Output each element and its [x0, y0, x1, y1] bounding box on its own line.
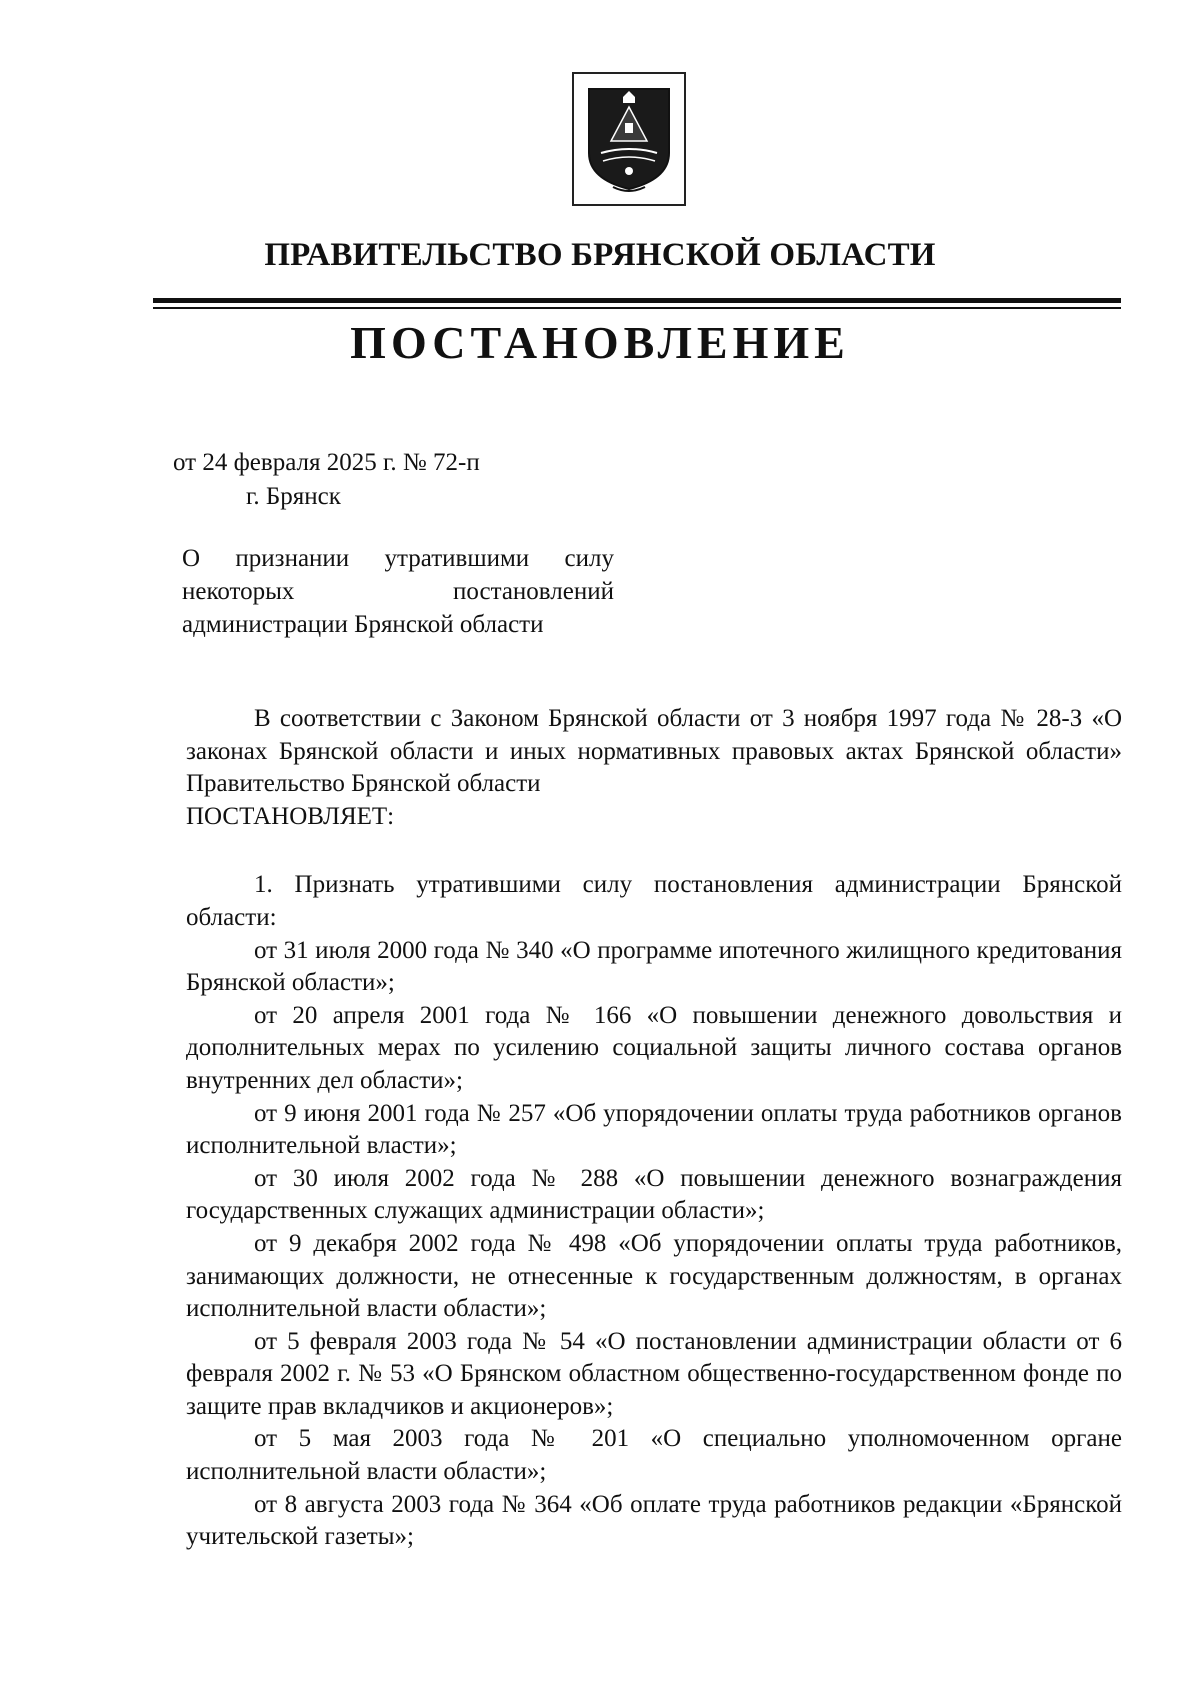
header-rule-thick [153, 298, 1121, 303]
emblem-frame [572, 72, 686, 206]
organization-title: ПРАВИТЕЛЬСТВО БРЯНСКОЙ ОБЛАСТИ [264, 237, 936, 273]
repealed-act-entry: от 30 июля 2002 года № 288 «О повышении денежного вознаграждения государственных служащих администрации области»; [186, 1164, 1122, 1225]
decree-word: ПОСТАНОВЛЯЕТ: [186, 802, 395, 830]
repealed-act-entry: от 5 мая 2003 года № 201 «О специально уполномоченном органе исполнительной власти области»; [186, 1425, 1122, 1486]
preamble-paragraph: В соответствии с Законом Брянской области от 3 ноября 1997 года № 28-З «О законах Брянской области и иных нормативных правовых актах Брянской области» Правительство Брянской области [186, 705, 1122, 798]
document-subject: О признании утратившими силу некоторых постановлений администрации Брянской области [182, 545, 614, 638]
repealed-act-entry: от 8 августа 2003 года № 364 «Об оплате труда работников редакции «Брянской учительской газеты»; [186, 1490, 1122, 1551]
document-type-title: ПОСТАНОВЛЕНИЕ [350, 317, 850, 368]
item-1-intro: 1. Признать утратившими силу постановления администрации Брянской области: [186, 871, 1122, 931]
repealed-act-entry: от 5 февраля 2003 года № 54 «О постановлении администрации области от 6 февраля 2002 г. № 53 «О Брянском областном общественно-государственном фонде по защите прав вкладчиков и акционеров»; [186, 1327, 1122, 1420]
document-date-number: от 24 февраля 2025 г. № 72-п [173, 449, 480, 476]
document-body [186, 703, 1122, 1554]
repealed-act-entry: от 9 июня 2001 года № 257 «Об упорядочении оплаты труда работников органов исполнительной власти»; [186, 1099, 1122, 1160]
repealed-act-entry: от 9 декабря 2002 года № 498 «Об упорядочении оплаты труда работников, занимающих должности, не отнесенные к государственным должностям, в органах исполнительной власти области»; [186, 1229, 1122, 1323]
repealed-act-entry: от 20 апреля 2001 года № 166 «О повышении денежного довольствия и дополнительных мерах по усилению социальной защиты личного состава органов внутренних дел области»; [186, 1001, 1122, 1094]
paragraph-gap [186, 833, 1122, 869]
repealed-act-entry: от 31 июля 2000 года № 340 «О программе ипотечного жилищного кредитования Брянской области»; [186, 936, 1122, 997]
coat-of-arms-icon [583, 83, 675, 195]
header-rule-thin [153, 307, 1121, 309]
document-city: г. Брянск [246, 483, 341, 510]
